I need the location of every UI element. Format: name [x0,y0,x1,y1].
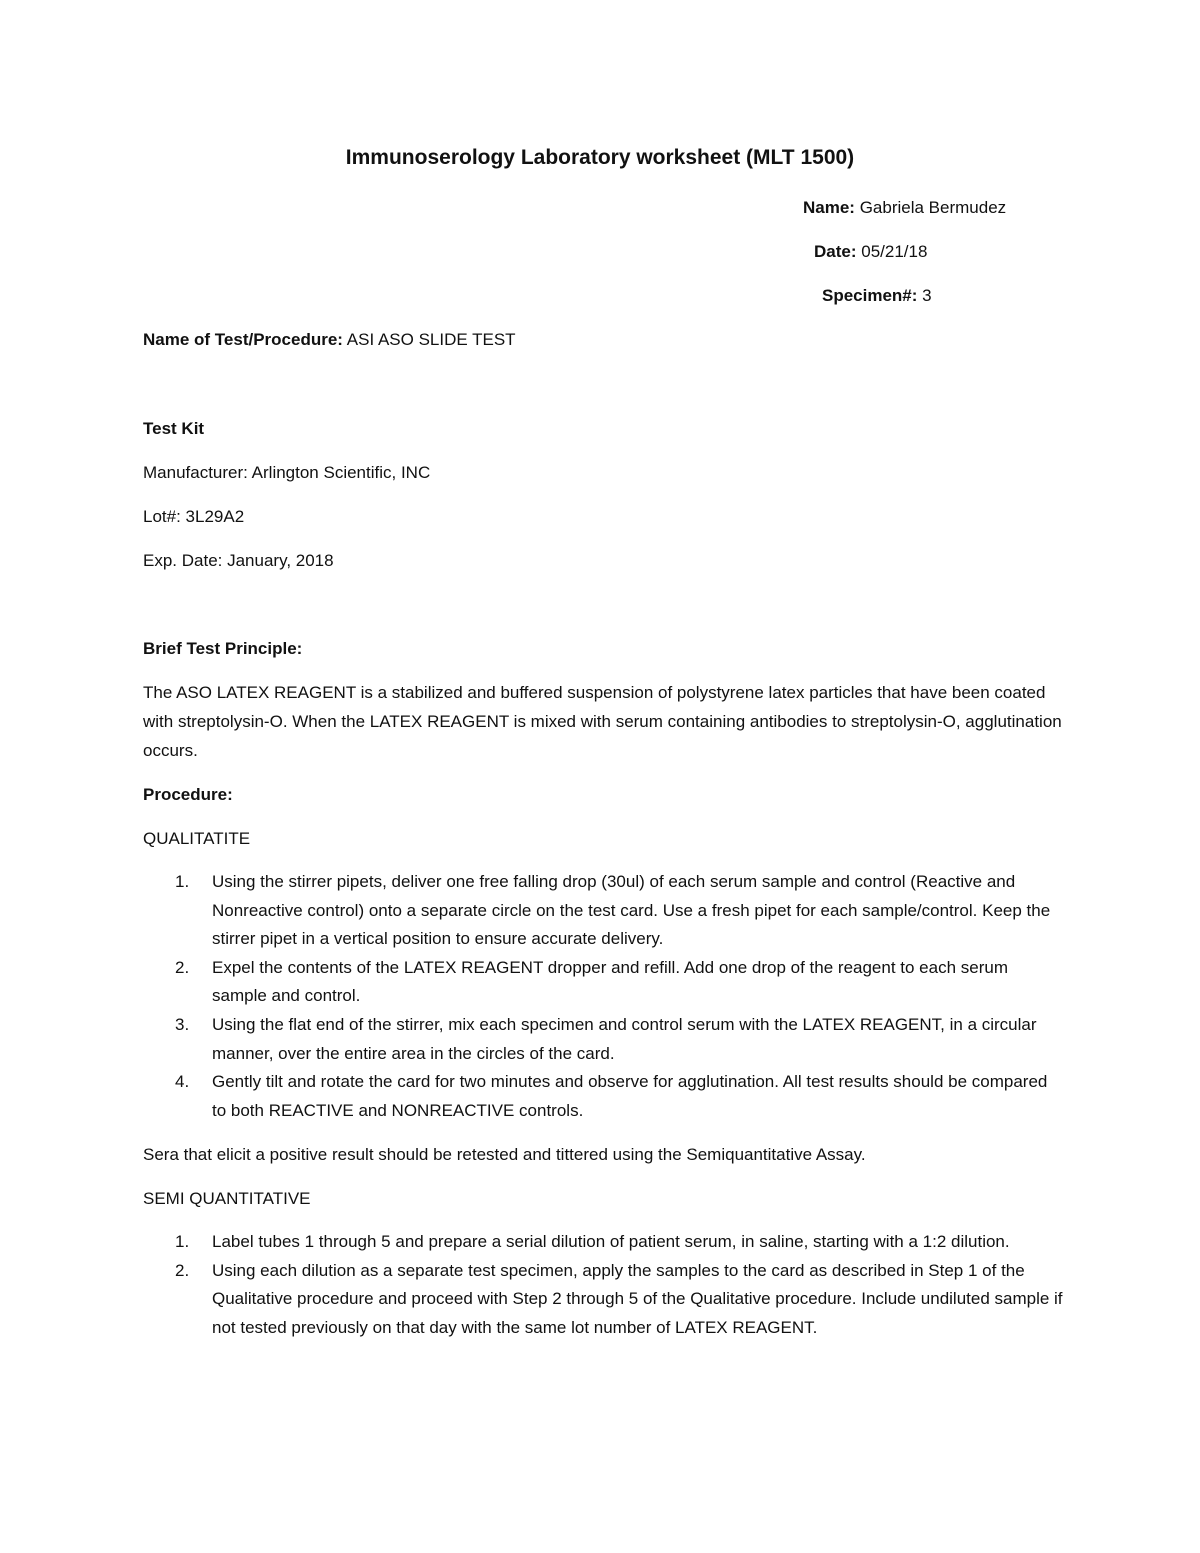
manufacturer-line: Manufacturer: Arlington Scientific, INC [143,463,431,482]
list-item [143,868,1063,954]
test-name-line [143,329,516,351]
page-title: Immunoserology Laboratory worksheet (MLT 1500) [345,146,855,169]
test-name-label: Name of Test/Procedure: [143,330,343,349]
date-label: Date: [814,242,857,261]
specimen-value: 3 [922,286,932,305]
exp-date-line: Exp. Date: January, 2018 [143,551,334,570]
step-number: 2. [175,957,190,977]
name-label: Name: [803,198,855,217]
date-field [814,242,927,262]
list-item [143,1068,1063,1125]
principle-text: The ASO LATEX REAGENT is a stabilized and buffered suspension of polystyrene latex particles that have been coated with streptolysin-O. When the LATEX REAGENT is mixed with serum containing antibodies to streptolysin-O, agglutination occurs. [143,683,1062,760]
name-field [803,198,1006,218]
qualitative-heading: QUALITATITE [143,829,251,848]
procedure-heading: Procedure: [143,785,233,804]
step-text: Expel the contents of the LATEX REAGENT dropper and refill. Add one drop of the reagent to each serum sample and control. [212,957,1009,1006]
step-number: 3. [175,1014,190,1034]
name-value: Gabriela Bermudez [859,198,1007,217]
step-text: Gently tilt and rotate the card for two minutes and observe for agglutination. All test results should be compared to both REACTIVE and NONREACTIVE controls. [212,1072,1048,1120]
step-number: 1. [175,1232,190,1251]
step-text: Using the flat end of the stirrer, mix each specimen and control serum with the LATEX REAGENT, in a circular manner, over the entire area in the circles of the card. [212,1014,1037,1063]
step-number: 2. [175,1260,190,1280]
step-number: 4. [175,1072,190,1092]
specimen-label: Specimen#: [822,286,918,305]
step-text: Using the stirrer pipets, deliver one free falling drop (30ul) of each serum sample and control (Reactive and Nonreactive control) onto a separate circle on the test card. Use a fresh pipet for each sample/control. Keep the stirrer pipet in a vertical position to ensure accurate delivery. [212,872,1051,949]
qualitative-steps [143,868,1063,1125]
step-text: Label tubes 1 through 5 and prepare a serial dilution of patient serum, in saline, starting with a 1:2 dilution. [212,1232,1010,1251]
semi-quantitative-heading: SEMI QUANTITATIVE [143,1189,311,1208]
date-value: 05/21/18 [861,242,928,261]
lot-line: Lot#: 3L29A2 [143,507,245,526]
test-name-value: ASI ASO SLIDE TEST [346,330,516,349]
test-kit-heading: Test Kit [143,419,205,438]
list-item [143,1011,1063,1068]
step-number: 1. [175,872,190,891]
list-item [143,1257,1063,1343]
principle-heading: Brief Test Principle: [143,639,303,658]
list-item [143,954,1063,1011]
semi-quantitative-steps [143,1228,1063,1342]
retest-note: Sera that elicit a positive result should be retested and tittered using the Semiquantitative Assay. [143,1145,866,1164]
list-item [143,1228,1063,1257]
step-text: Using each dilution as a separate test specimen, apply the samples to the card as described in Step 1 of the Qualitative procedure and proceed with Step 2 through 5 of the Qualitative procedure. Include undiluted sample if not tested previously on that day with the same lot number of LATEX REAGENT. [212,1260,1063,1337]
specimen-field [822,286,932,306]
